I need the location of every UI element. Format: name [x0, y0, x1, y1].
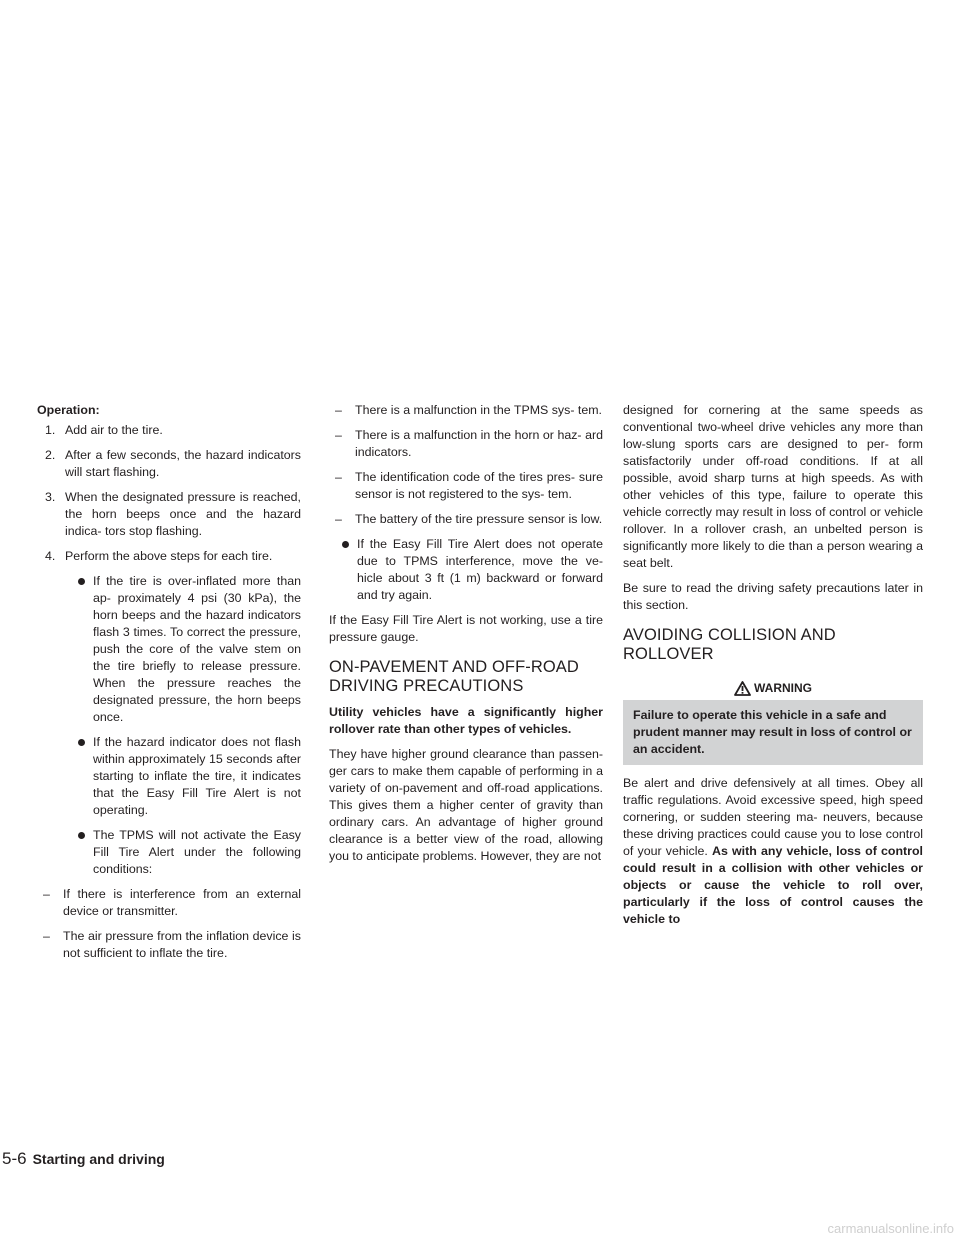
step4-bullets [37, 573, 301, 878]
dash-item: – The air pressure from the inflation device is not sufficient to inflate the tire. [43, 929, 301, 960]
step-item: 1. Add air to the tire. [45, 423, 163, 437]
defensive-driving-paragraph: Be alert and drive defensively at all times. Obey all traffic regulations. Avoid excessive speed, high speed cornering, or sudden steering ma- neuvers, because these driving practices could cause you to lose control of your vehicle. As with any vehicle, loss of control could result in a collision with other vehicles or objects or cause the vehicle to roll over, particularly if the loss of control causes the vehicle to [623, 776, 923, 926]
bullet-dot-icon [78, 578, 85, 585]
dash-marker: – [335, 470, 342, 484]
step-item: 4. Perform the above steps for each tire. [45, 549, 273, 563]
page-footer [0, 1150, 165, 1170]
dash-marker: – [335, 428, 342, 442]
clearance-paragraph: They have higher ground clearance than passen- ger cars to make them capable of performing in a variety of on-pavement and off-road applications. This gives them a higher center of gravity than ordinary cars. An advantage of higher ground clearance is a better view of the road, allowing you to anticipate problems. However, they are not [329, 747, 603, 863]
step-item: 2. After a few seconds, the hazard indicators will start flashing. [45, 448, 301, 479]
operation-steps [37, 422, 301, 565]
condition-list [37, 886, 301, 962]
dash-marker: – [335, 403, 342, 417]
dash-marker: – [43, 929, 50, 943]
warning-label: WARNING [754, 680, 812, 695]
warning-text: Failure to operate this vehicle in a safe and prudent manner may result in loss of control or an accident. [633, 708, 912, 756]
condition-list-continued [329, 402, 603, 528]
bullet-dot-icon [342, 541, 349, 548]
dash-item: – The battery of the tire pressure sensor is low. [335, 512, 603, 526]
warning-triangle-icon [734, 681, 751, 696]
dash-marker: – [335, 512, 342, 526]
warning-header [623, 678, 923, 698]
bullet-item: The TPMS will not activate the Easy Fill Tire Alert under the following conditions: [65, 827, 301, 878]
bullet-item: If the tire is over-inflated more than ap- proximately 4 psi (30 kPa), the horn beeps and the hazard indicators flash 3 times. To correct the pressure, push the core of the valve stem on the tire briefly to release pressure. When the pressure reaches the designated pressure, the horn beeps once. [65, 573, 301, 726]
watermark: carmanualsonline.info [827, 1221, 954, 1236]
column-2 [329, 402, 603, 873]
warning-box [623, 700, 923, 765]
dash-item: – There is a malfunction in the TPMS sys- tem. [335, 403, 602, 417]
bullet-dot-icon [78, 739, 85, 746]
section-heading-driving-precautions: ON-PAVEMENT AND OFF-ROAD DRIVING PRECAUTIONS [329, 658, 579, 695]
dash-marker: – [43, 887, 50, 901]
page-number: 5-6 [2, 1149, 27, 1168]
step-item: 3. When the designated pressure is reached, the horn beeps once and the hazard indica- tors stop flashing. [45, 490, 301, 538]
gauge-paragraph: If the Easy Fill Tire Alert is not working, use a tire pressure gauge. [329, 613, 603, 644]
dash-item: – The identification code of the tires pres- sure sensor is not registered to the sys- tem. [335, 470, 603, 501]
bullet-item: If the hazard indicator does not flash within approximately 15 seconds after starting to inflate the tire, it indicates that the Easy Fill Tire Alert is not operating. [65, 734, 301, 819]
dash-item: – There is a malfunction in the horn or haz- ard indicators. [335, 428, 603, 459]
section-title: Starting and driving [32, 1151, 165, 1167]
column-1 [37, 402, 301, 970]
dash-item: – If there is interference from an external device or transmitter. [43, 887, 301, 918]
column-3 [623, 402, 923, 936]
operation-heading: Operation: [37, 403, 100, 417]
rollover-warning-paragraph: Utility vehicles have a significantly higher rollover rate than other types of vehicles. [329, 705, 603, 736]
bullet-dot-icon [78, 832, 85, 839]
read-precautions-paragraph: Be sure to read the driving safety precautions later in this section. [623, 581, 923, 612]
bullet-item: If the Easy Fill Tire Alert does not operate due to TPMS interference, move the ve- hicle about 3 ft (1 m) backward or forward and try again. [329, 536, 603, 604]
section-heading-collision: AVOIDING COLLISION AND ROLLOVER [623, 626, 836, 663]
cornering-paragraph: designed for cornering at the same speeds as conventional two-wheel drive vehicles any more than low-slung sports cars are designed to per- form satisfactorily under off-road conditions. If at all possible, avoid sharp turns at high speeds. As with other vehicles of this type, failure to operate this vehicle correctly may result in loss of control or vehicle rollover. In a rollover crash, an unbelted person is significantly more likely to die than a person wearing a seat belt. [623, 403, 923, 570]
interference-bullet [329, 536, 603, 604]
